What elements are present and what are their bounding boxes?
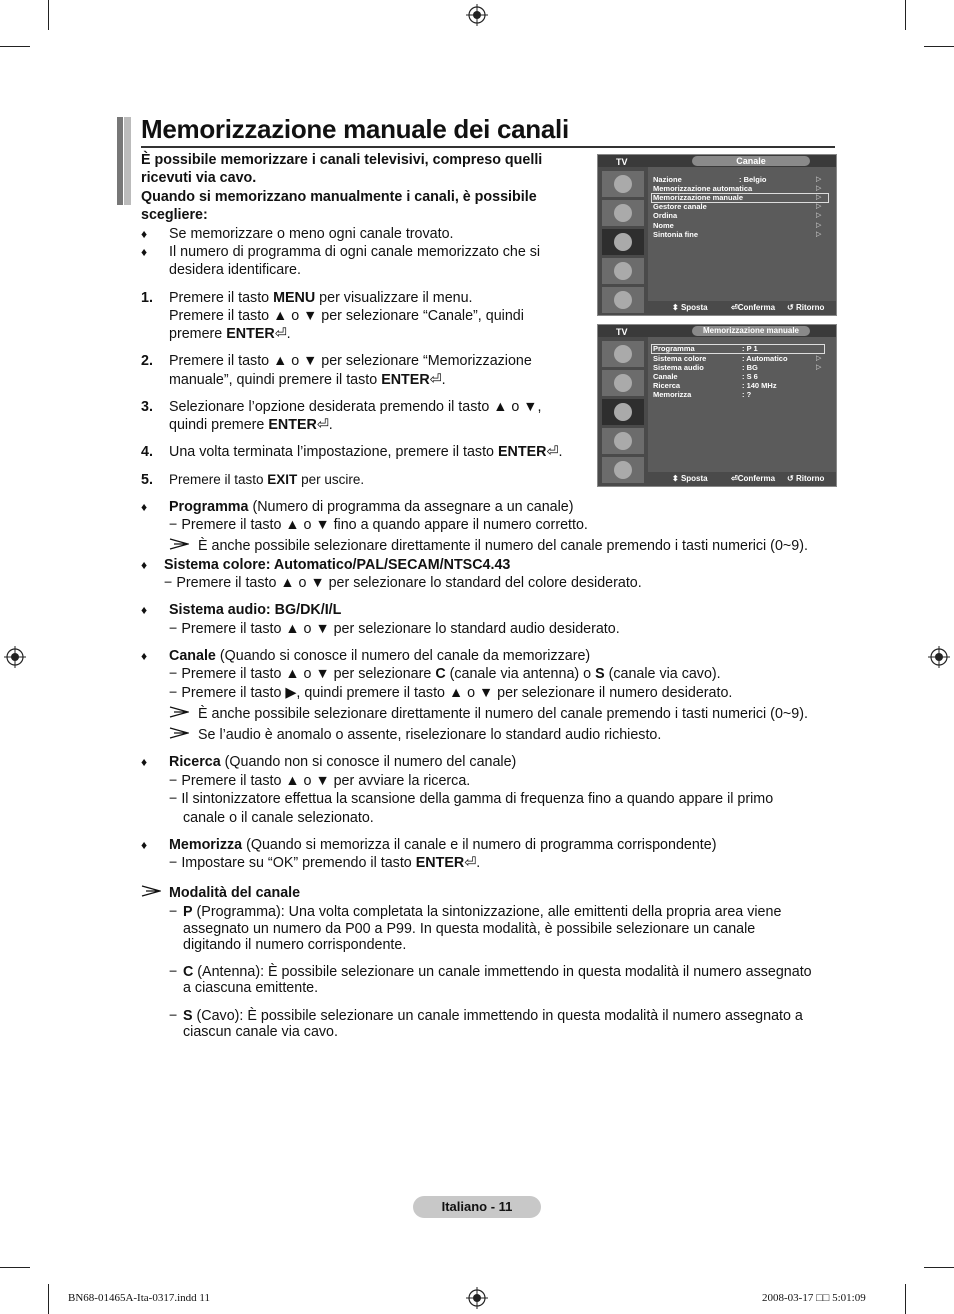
tv-footer-back: ↺ Ritorno [787,303,825,312]
option-note: È anche possibile selezionare direttamente il numero del canale premendo i tasti numerici (0~9). [198,706,808,722]
option-canale: Canale (Quando si conosce il numero del canale da memorizzare) [169,648,591,664]
modalita-heading: Modalità del canale [169,885,301,901]
bullet-icon: ♦ [141,227,148,241]
modalita-s: S (Cavo): È possibile selezionare un canale immettendo in questa modalità il numero assegnato a [183,1008,803,1024]
setup-icon [602,428,644,454]
option-sistema-audio: Sistema audio: BG/DK/I/L [169,602,342,618]
tv-menu-item: Memorizza [653,390,692,399]
enter-icon: ⏎ [274,326,287,342]
enter-icon: ⏎ [316,417,329,433]
crop-mark [0,1267,30,1268]
enter-icon: ⏎ [731,303,738,312]
triangle-right-icon: ▷ [816,231,822,238]
option-programma: Programma (Numero di programma da assegnare a un canale) [169,499,574,515]
return-icon: ↺ [787,474,796,483]
tv-footer-move: ⬍ Sposta [672,303,708,312]
tv-menu-item: Memorizzazione automatica [653,184,753,193]
step-text: Premere il tasto ▲ o ▼ per selezionare “Memorizzazione [169,353,532,369]
setup-icon [602,258,644,284]
bullet-icon: ♦ [141,838,148,852]
modalita-s-line: ciascun canale via cavo. [183,1024,338,1040]
choice-text: Il numero di programma di ogni canale memorizzato che si [169,244,541,260]
note-arrow-icon [169,706,189,718]
enter-icon: ⏎ [731,474,738,483]
step-number: 4. [141,444,153,460]
intro-line: ricevuti via cavo. [141,170,257,186]
option-sub: − Premere il tasto ▶, quindi premere il tasto ▲ o ▼ per selezionare il numero desiderato. [169,685,733,701]
step-number: 2. [141,353,153,369]
tv-menu-item: Gestore canale [653,202,707,211]
tv-menu-value: : Automatico [742,354,788,363]
intro-line: scegliere: [141,207,208,223]
enter-icon: ⏎ [546,444,559,460]
tv-menu-value: : S 6 [742,372,758,381]
bullet-icon: ♦ [141,603,148,617]
crop-mark [905,1284,906,1314]
tv-menu-value: : P 1 [742,344,758,353]
modalita-dash: − [169,1008,178,1024]
bullet-icon: ♦ [141,245,148,259]
picture-icon [602,341,644,367]
step-number: 3. [141,399,153,415]
triangle-right-icon: ▷ [816,222,822,229]
option-sub: − Premere il tasto ▲ o ▼ fino a quando appare il numero corretto. [169,517,588,533]
tv-menu-item: Canale [653,372,678,381]
input-icon [602,287,644,313]
tv-menu-item: Sintonia fine [653,230,698,239]
option-sistema-colore: Sistema colore: Automatico/PAL/SECAM/NTSC4.43 [164,557,511,573]
modalita-p-line: digitando il numero corrispondente. [183,937,407,953]
page-number-label: Italiano - 11 [413,1196,541,1218]
note-arrow-icon [141,885,161,897]
tv-sidebar [598,337,648,486]
enter-icon: ⏎ [464,855,477,871]
triangle-right-icon: ▷ [816,355,822,362]
step-text: Premere il tasto EXIT per uscire. [169,472,365,487]
sound-icon [602,370,644,396]
tv-footer-confirm: ⏎Conferma [731,303,776,312]
step-text: Premere il tasto ▲ o ▼ per selezionare “Canale”, quindi [169,308,524,324]
tv-menu-value: : BG [742,363,758,372]
tv-menu-item: Memorizzazione manuale [653,193,744,202]
registration-mark-icon [928,646,950,668]
page-title: Memorizzazione manuale dei canali [141,114,569,144]
enter-icon: ⏎ [429,372,442,388]
tv-label: TV [616,327,628,337]
modalita-c: C (Antenna): È possibile selezionare un canale immettendo in questa modalità il numero assegnato [183,964,812,980]
bullet-icon: ♦ [141,649,148,663]
tv-footer-confirm: ⏎Conferma [731,474,776,483]
note-arrow-icon [169,538,189,550]
bullet-icon: ♦ [141,500,148,514]
title-rule [141,146,835,148]
footer-file: BN68-01465A-Ita-0317.indd 11 [68,1292,210,1304]
tv-sidebar [598,167,648,315]
picture-icon [602,171,644,197]
modalita-p-line: assegnato un numero da P00 a P99. In questa modalità, è possibile selezionare un canale [183,921,756,937]
channel-icon [602,399,644,425]
step-text: manuale”, quindi premere il tasto ENTER⏎. [169,372,446,388]
input-icon [602,457,644,483]
crop-mark [0,46,30,47]
modalita-dash: − [169,904,178,920]
registration-mark-icon [4,646,26,668]
tv-footer-back: ↺ Ritorno [787,474,825,483]
option-sub: − Impostare su “OK” premendo il tasto ENTER⏎. [169,855,481,871]
tv-menu-tab: Canale [692,156,810,166]
option-ricerca: Ricerca (Quando non si conosce il numero del canale) [169,754,517,770]
crop-mark [905,0,906,30]
triangle-right-icon: ▷ [816,203,822,210]
tv-menu-item: Programma [653,344,695,353]
tv-menu-item: Sistema colore [653,354,707,363]
intro-line: Quando si memorizzano manualmente i canali, è possibile [141,189,537,205]
tv-menu-tab: Memorizzazione manuale [692,326,810,336]
tv-menu-item: Sistema audio [653,363,704,372]
option-sub: canale o il canale selezionato. [183,810,374,826]
triangle-right-icon: ▷ [816,176,822,183]
triangle-right-icon: ▷ [816,364,822,371]
tv-menu-value: : Belgio [739,175,767,184]
step-text: quindi premere ENTER⏎. [169,417,333,433]
triangle-right-icon: ▷ [816,212,822,219]
option-note: Se l’audio è anomalo o assente, riselezionare lo standard audio richiesto. [198,727,662,743]
crop-mark [48,1284,49,1314]
move-icon: ⬍ [672,303,681,312]
modalita-c-line: a ciascuna emittente. [183,980,319,996]
tv-menu-item: Ricerca [653,381,681,390]
option-note: È anche possibile selezionare direttamente il numero del canale premendo i tasti numerici (0~9). [198,538,808,554]
option-sub: − Premere il tasto ▲ o ▼ per selezionare lo standard audio desiderato. [169,621,620,637]
tv-menu-value: : ? [742,390,752,399]
step-text: Premere il tasto MENU per visualizzare il menu. [169,290,473,306]
footer-date: 2008-03-17 □□ 5:01:09 [762,1292,866,1304]
crop-mark [924,1267,954,1268]
tv-label: TV [616,157,628,167]
return-icon: ↺ [787,303,796,312]
title-accent-bar [124,117,131,205]
option-memorizza: Memorizza (Quando si memorizza il canale e il numero di programma corrispondente) [169,837,717,853]
option-sub: − Premere il tasto ▲ o ▼ per selezionare C (canale via antenna) o S (canale via cavo). [169,666,721,682]
tv-menu-screen-manual [597,324,837,487]
title-accent-bar [117,117,123,205]
intro-line: È possibile memorizzare i canali televisivi, compreso quelli [141,152,543,168]
bullet-icon: ♦ [141,558,148,572]
tv-menu-value: : 140 MHz [742,381,777,390]
choice-text: desidera identificare. [169,262,301,278]
modalita-dash: − [169,964,178,980]
step-text: Una volta terminata l’impostazione, premere il tasto ENTER⏎. [169,444,563,460]
triangle-right-icon: ▷ [816,194,822,201]
bullet-icon: ♦ [141,755,148,769]
channel-icon [602,229,644,255]
step-text: Selezionare l’opzione desiderata premendo il tasto ▲ o ▼, [169,399,542,415]
triangle-right-icon: ▷ [816,185,822,192]
step-number: 1. [141,290,153,306]
tv-footer-move: ⬍ Sposta [672,474,708,483]
tv-menu-screen-channel [597,154,837,316]
modalita-p: P (Programma): Una volta completata la sintonizzazione, alle emittenti della propria area viene [183,904,782,920]
crop-mark [924,46,954,47]
option-sub: − Premere il tasto ▲ o ▼ per avviare la ricerca. [169,773,471,789]
crop-mark [48,0,49,30]
registration-mark-icon [466,1287,488,1309]
tv-menu-item: Nome [653,221,674,230]
note-arrow-icon [169,727,189,739]
step-number: 5. [141,472,153,488]
registration-mark-icon [466,4,488,26]
option-sub: − Premere il tasto ▲ o ▼ per selezionare lo standard del colore desiderato. [164,575,642,591]
tv-menu-item: Nazione [653,175,682,184]
option-sub: − Il sintonizzatore effettua la scansione della gamma di frequenza fino a quando appare il primo [169,791,774,807]
tv-menu-item: Ordina [653,211,678,220]
step-text: premere ENTER⏎. [169,326,291,342]
sound-icon [602,200,644,226]
move-icon: ⬍ [672,474,681,483]
choice-text: Se memorizzare o meno ogni canale trovato. [169,226,454,242]
